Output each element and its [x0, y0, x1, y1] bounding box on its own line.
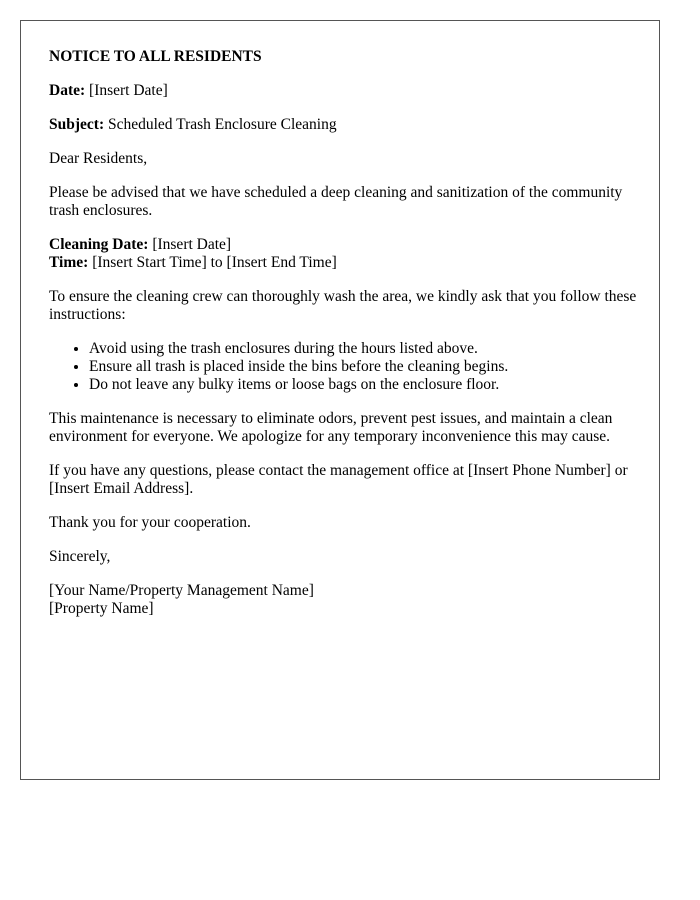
notice-sheet: [20, 20, 660, 780]
notice-content: [49, 48, 639, 634]
cleaning-date-line: [49, 236, 639, 254]
instruction-item: • Ensure all trash is placed inside the bins before the cleaning begins.: [89, 358, 639, 376]
signature-name: [Your Name/Property Management Name]: [49, 582, 314, 599]
subject-label: Subject:: [49, 116, 105, 133]
notice-title: NOTICE TO ALL RESIDENTS: [49, 48, 262, 65]
maintenance-paragraph: This maintenance is necessary to eliminate odors, prevent pest issues, and maintain a clean environment for everyone. We apologize for any temporary inconvenience this may cause.: [49, 410, 613, 445]
instructions-list: [49, 340, 639, 394]
closing-line: Sincerely,: [49, 548, 111, 565]
thanks-line: Thank you for your cooperation.: [49, 514, 251, 531]
time-label: Time:: [49, 254, 89, 271]
cleaning-date-value: [Insert Date]: [148, 236, 232, 253]
greeting: Dear Residents,: [49, 150, 148, 167]
date-label: Date:: [49, 82, 86, 99]
instruction-item: • Avoid using the trash enclosures during the hours listed above.: [89, 340, 639, 358]
signature-block: [49, 582, 639, 618]
schedule-block: [49, 236, 639, 272]
signature-property: [Property Name]: [49, 600, 154, 617]
intro-paragraph: Please be advised that we have scheduled a deep cleaning and sanitization of the community trash enclosures.: [49, 184, 623, 219]
questions-paragraph: If you have any questions, please contact the management office at [Insert Phone Number] or [Insert Email Address].: [49, 462, 628, 497]
cleaning-date-label: Cleaning Date:: [49, 236, 149, 253]
instructions-intro: To ensure the cleaning crew can thoroughly wash the area, we kindly ask that you follow these instructions:: [49, 288, 637, 323]
instruction-item: • Do not leave any bulky items or loose bags on the enclosure floor.: [89, 376, 639, 394]
time-line: [49, 254, 639, 272]
date-value: [Insert Date]: [85, 82, 168, 99]
date-line: [49, 82, 639, 100]
subject-value: Scheduled Trash Enclosure Cleaning: [104, 116, 337, 133]
subject-line: [49, 116, 639, 134]
time-value: [Insert Start Time] to [Insert End Time]: [88, 254, 337, 271]
